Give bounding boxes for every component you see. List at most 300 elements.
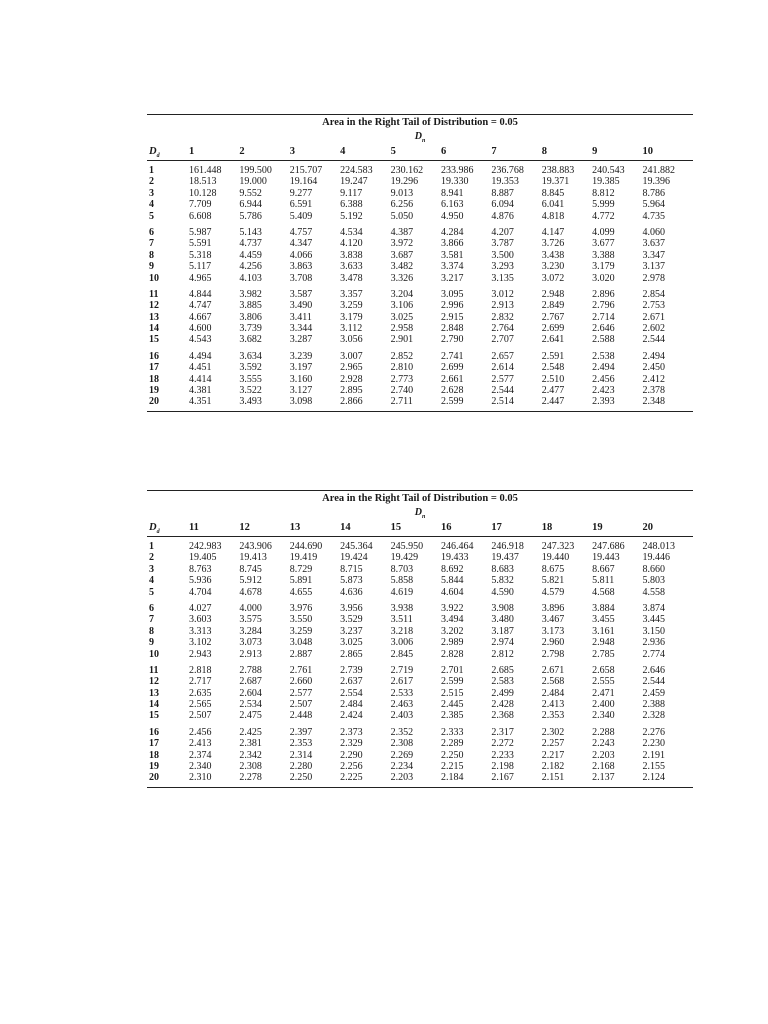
table-cell: 3.445 (642, 614, 666, 626)
table-cell: 5.987 (189, 226, 212, 238)
table-cell: 2.310 (189, 772, 212, 784)
table-cell: 4.737 (239, 238, 262, 250)
table-cell: 2.852 (390, 350, 414, 362)
table-cell: 2.849 (541, 300, 565, 312)
column-header: 14 (340, 522, 351, 533)
table-cell: 3.480 (491, 614, 514, 626)
table-cell: 4.207 (491, 226, 514, 238)
table-cell: 3.313 (189, 625, 212, 637)
row-df: 20 (149, 396, 159, 408)
table-cell: 2.628 (440, 385, 464, 397)
table-cell: 3.522 (239, 385, 262, 397)
table-cell: 2.887 (289, 648, 313, 660)
table-cell: 19.164 (289, 176, 318, 188)
table-cell: 2.544 (642, 676, 666, 688)
table-cell: 19.437 (491, 552, 519, 564)
row-df: 9 (149, 261, 154, 273)
table-cell: 3.682 (239, 334, 262, 346)
table-cell: 3.197 (289, 362, 313, 374)
row-df: 16 (149, 726, 159, 738)
table-cell: 3.874 (642, 602, 666, 614)
table-cell: 3.863 (289, 261, 313, 273)
table-cell: 2.499 (491, 687, 514, 699)
table-cell: 2.151 (541, 772, 565, 784)
row-df: 19 (149, 385, 159, 397)
table-cell: 2.568 (541, 676, 565, 688)
table-row (147, 273, 693, 284)
header-row (147, 144, 693, 160)
table-cell: 3.187 (491, 625, 514, 637)
table-row (147, 227, 693, 238)
row-df: 8 (149, 249, 154, 261)
table-cell: 2.484 (340, 699, 363, 711)
table-cell: 3.956 (340, 602, 363, 614)
table-cell: 4.568 (592, 586, 615, 598)
column-header: 10 (642, 146, 654, 157)
table-row (147, 199, 693, 210)
table-cell: 2.544 (491, 385, 514, 397)
row-df: 2 (149, 552, 154, 564)
table-cell: 4.735 (642, 210, 666, 222)
top-rule (147, 490, 693, 491)
table-cell: 199.500 (239, 165, 272, 176)
row-df: 13 (149, 687, 159, 699)
table-cell: 2.308 (390, 738, 414, 750)
table-cell: 2.965 (340, 362, 363, 374)
table-cell: 3.500 (491, 249, 514, 261)
table-cell: 5.318 (189, 249, 212, 261)
table-cell: 2.230 (642, 738, 666, 750)
table-cell: 2.591 (541, 350, 565, 362)
table-cell: 8.660 (642, 563, 666, 575)
table-cell: 19.405 (189, 552, 217, 564)
table-row (147, 396, 693, 407)
table-cell: 4.558 (642, 586, 666, 598)
table-cell: 2.617 (390, 676, 414, 688)
table-row (147, 699, 693, 710)
table-cell: 3.012 (491, 288, 514, 300)
table-cell: 19.385 (592, 176, 620, 188)
table-cell: 19.446 (642, 552, 671, 564)
table-cell: 2.423 (592, 385, 615, 397)
table-cell: 2.397 (289, 726, 313, 738)
table-cell: 3.411 (289, 311, 312, 323)
table-cell: 3.677 (592, 238, 615, 250)
table-cell: 2.385 (440, 710, 464, 722)
table-row (147, 564, 693, 575)
table-cell: 3.982 (239, 288, 262, 300)
table-cell: 2.459 (642, 687, 666, 699)
table-cell: 2.960 (541, 637, 565, 649)
table-cell: 3.637 (642, 238, 666, 250)
table-cell: 3.020 (592, 272, 615, 284)
row-df: 17 (149, 738, 159, 750)
table-cell: 3.603 (189, 614, 212, 626)
table-cell: 161.448 (189, 165, 222, 176)
table-cell: 3.259 (289, 625, 313, 637)
table-cell: 241.882 (642, 165, 676, 176)
table-cell: 3.098 (289, 396, 313, 408)
table-cell: 2.936 (642, 637, 666, 649)
table-cell: 10.128 (189, 187, 217, 199)
top-rule (147, 114, 693, 115)
table-cell: 2.588 (592, 334, 615, 346)
table-cell: 19.440 (541, 552, 570, 564)
column-header: 1 (189, 146, 195, 157)
table-cell: 4.543 (189, 334, 212, 346)
table-cell: 3.787 (491, 238, 514, 250)
table-cell: 3.529 (340, 614, 363, 626)
row-df: 19 (149, 761, 159, 773)
table-cell: 4.844 (189, 288, 212, 300)
table-cell: 19.330 (440, 176, 469, 188)
f-table-2 (147, 490, 693, 788)
table-cell: 4.704 (189, 586, 212, 598)
table-cell: 2.314 (289, 749, 313, 761)
table-cell: 2.477 (541, 385, 565, 397)
table-row (147, 676, 693, 687)
table-cell: 3.025 (390, 311, 414, 323)
table-cell: 4.534 (340, 226, 363, 238)
table-cell: 2.250 (289, 772, 313, 784)
table-cell: 2.256 (340, 761, 363, 773)
table-cell: 3.073 (239, 637, 262, 649)
table-cell: 2.711 (390, 396, 413, 408)
table-cell: 2.514 (491, 396, 514, 408)
table-cell: 2.340 (189, 761, 212, 773)
table-cell: 2.671 (541, 664, 565, 676)
table-cell: 4.347 (289, 238, 313, 250)
table-row (147, 688, 693, 699)
table-cell: 2.317 (491, 726, 514, 738)
table-cell: 5.936 (189, 575, 212, 587)
table-cell: 2.978 (642, 272, 666, 284)
table-cell: 2.818 (189, 664, 212, 676)
table-cell: 3.838 (340, 249, 363, 261)
table-cell: 2.845 (390, 648, 414, 660)
table-cell: 2.217 (541, 749, 565, 761)
table-cell: 2.989 (440, 637, 464, 649)
table-cell: 4.772 (592, 210, 615, 222)
table-cell: 5.803 (642, 575, 666, 587)
table-cell: 3.239 (289, 350, 313, 362)
table-cell: 3.326 (390, 272, 414, 284)
table-cell: 4.876 (491, 210, 514, 222)
table-cell: 5.821 (541, 575, 565, 587)
column-header: 2 (239, 146, 245, 157)
table-cell: 2.278 (239, 772, 262, 784)
table-cell: 3.467 (541, 614, 565, 626)
table-cell: 4.747 (189, 300, 212, 312)
table-cell: 3.102 (189, 637, 212, 649)
table-cell: 2.168 (592, 761, 615, 773)
table-cell: 2.761 (289, 664, 313, 676)
table-cell: 3.388 (592, 249, 615, 261)
row-label-header: $D_d$ (149, 146, 160, 160)
row-df: 15 (149, 710, 159, 722)
table-cell: 4.387 (390, 226, 414, 238)
table-cell: 2.555 (592, 676, 615, 688)
table-cell: 5.891 (289, 575, 313, 587)
table-cell: 6.163 (440, 199, 464, 211)
table-cell: 2.215 (440, 761, 464, 773)
table-cell: 2.773 (390, 373, 414, 385)
table-cell: 2.635 (189, 687, 212, 699)
table-cell: 3.284 (239, 625, 262, 637)
table-cell: 19.396 (642, 176, 671, 188)
table-cell: 2.381 (239, 738, 262, 750)
table-cell: 240.543 (592, 165, 625, 176)
table-cell: 2.533 (390, 687, 414, 699)
table-cell: 4.284 (440, 226, 464, 238)
table-cell: 5.832 (491, 575, 514, 587)
table-cell: 4.414 (189, 373, 212, 385)
table-cell: 2.637 (340, 676, 363, 688)
table-cell: 3.347 (642, 249, 666, 261)
table-row (147, 552, 693, 563)
row-df: 7 (149, 614, 154, 626)
table-cell: 2.203 (592, 749, 615, 761)
row-df: 2 (149, 176, 154, 188)
table-cell: 6.388 (340, 199, 363, 211)
row-df: 9 (149, 637, 154, 649)
table-cell: 2.671 (642, 311, 666, 323)
table-cell: 8.729 (289, 563, 313, 575)
table-cell: 2.614 (491, 362, 514, 374)
table-cell: 2.658 (592, 664, 615, 676)
table-cell: 5.591 (189, 238, 212, 250)
row-df: 15 (149, 334, 159, 346)
table-cell: 2.203 (390, 772, 414, 784)
table-cell: 2.191 (642, 749, 666, 761)
table-cell: 8.845 (541, 187, 565, 199)
table-cell: 2.788 (239, 664, 262, 676)
table-row (147, 575, 693, 586)
table-cell: 3.494 (440, 614, 464, 626)
row-df: 12 (149, 676, 159, 688)
table-cell: 2.915 (440, 311, 464, 323)
column-header: 3 (289, 146, 296, 157)
table-cell: 2.796 (592, 300, 615, 312)
table-cell: 248.013 (642, 541, 676, 552)
table-cell: 247.686 (592, 541, 625, 552)
row-df: 12 (149, 300, 159, 312)
table-cell: 3.511 (390, 614, 413, 626)
table-cell: 2.155 (642, 761, 666, 773)
column-header: 12 (239, 522, 250, 533)
column-header: 13 (289, 522, 301, 533)
table-cell: 8.715 (340, 563, 363, 575)
table-cell: 2.866 (340, 396, 363, 408)
column-header: 15 (390, 522, 402, 533)
table-cell: 2.333 (440, 726, 464, 738)
table-cell: 224.583 (340, 165, 373, 176)
table-row (147, 626, 693, 637)
table-cell: 3.438 (541, 249, 565, 261)
table-cell: 2.353 (289, 738, 313, 750)
table-cell: 2.913 (491, 300, 514, 312)
table-cell: 5.811 (592, 575, 615, 587)
row-df: 13 (149, 311, 159, 323)
row-df: 6 (149, 602, 154, 614)
table-cell: 4.103 (239, 272, 262, 284)
table-cell: 3.587 (289, 288, 313, 300)
table-cell: 2.943 (189, 648, 212, 660)
table-cell: 2.412 (642, 373, 666, 385)
table-cell: 8.786 (642, 187, 666, 199)
table-cell: 246.464 (440, 541, 474, 552)
table-cell: 2.646 (642, 664, 666, 676)
column-header: 18 (541, 522, 553, 533)
table-cell: 2.928 (340, 373, 363, 385)
table-cell: 3.482 (390, 261, 414, 273)
table-cell: 3.922 (440, 602, 464, 614)
f-table-1 (147, 114, 693, 412)
table-cell: 2.739 (340, 664, 363, 676)
table-cell: 2.685 (491, 664, 514, 676)
table-cell: 242.983 (189, 541, 222, 552)
table-cell: 2.463 (390, 699, 414, 711)
table-cell: 3.581 (440, 249, 464, 261)
table-cell: 5.999 (592, 199, 615, 211)
table-cell: 4.667 (189, 311, 212, 323)
table-cell: 3.490 (289, 300, 313, 312)
table-cell: 2.510 (541, 373, 565, 385)
table-row (147, 250, 693, 261)
table-cell: 2.548 (541, 362, 565, 374)
table-row (147, 176, 693, 187)
table-cell: 4.451 (189, 362, 212, 374)
table-cell: 5.964 (642, 199, 666, 211)
table-cell: 3.135 (491, 272, 514, 284)
table-cell: 2.948 (541, 288, 565, 300)
table-cell: 3.885 (239, 300, 262, 312)
table-cell: 2.393 (592, 396, 615, 408)
table-cell: 2.812 (491, 648, 514, 660)
table-cell: 2.534 (239, 699, 262, 711)
table-cell: 4.459 (239, 249, 262, 261)
table-cell: 3.204 (390, 288, 414, 300)
table-cell: 5.912 (239, 575, 262, 587)
table-cell: 236.768 (491, 165, 524, 176)
table-cell: 3.287 (289, 334, 313, 346)
table-cell: 2.646 (592, 323, 615, 335)
table-cell: 3.806 (239, 311, 262, 323)
table-cell: 2.774 (642, 648, 666, 660)
table-row (147, 188, 693, 199)
column-header: 6 (440, 146, 447, 157)
column-header: 8 (541, 146, 547, 157)
table-cell: 2.865 (340, 648, 363, 660)
table-cell: 3.938 (390, 602, 414, 614)
table-cell: 9.013 (390, 187, 414, 199)
table-cell: 3.179 (592, 261, 615, 273)
table-cell: 5.858 (390, 575, 414, 587)
column-header: 16 (440, 522, 452, 533)
table-row (147, 603, 693, 614)
table-cell: 2.243 (592, 738, 615, 750)
table-row (147, 710, 693, 721)
table-cell: 3.137 (642, 261, 666, 273)
row-df: 4 (149, 575, 154, 587)
table-cell: 4.256 (239, 261, 262, 273)
table-row (147, 649, 693, 660)
row-df: 5 (149, 210, 154, 222)
table-cell: 2.289 (440, 738, 464, 750)
column-header: 7 (491, 146, 497, 157)
table-cell: 2.974 (491, 637, 514, 649)
table-cell: 4.027 (189, 602, 212, 614)
table-cell: 4.579 (541, 586, 565, 598)
table-cell: 2.269 (390, 749, 414, 761)
table-cell: 2.329 (340, 738, 363, 750)
table-cell: 4.147 (541, 226, 565, 238)
table-row (147, 238, 693, 249)
table-cell: 2.810 (390, 362, 414, 374)
table-cell: 2.538 (592, 350, 615, 362)
row-df: 18 (149, 373, 159, 385)
table-cell: 3.218 (390, 625, 414, 637)
row-df: 16 (149, 350, 159, 362)
column-group-label: $D_n$ (414, 507, 426, 520)
table-cell: 3.592 (239, 362, 262, 374)
table-cell: 2.699 (440, 362, 464, 374)
table-cell: 3.025 (340, 637, 363, 649)
row-df: 14 (149, 323, 159, 335)
table-cell: 2.740 (390, 385, 414, 397)
table-cell: 2.901 (390, 334, 414, 346)
table-cell: 2.182 (541, 761, 565, 773)
table-row (147, 587, 693, 598)
table-cell: 2.352 (390, 726, 414, 738)
table-cell: 4.655 (289, 586, 313, 598)
table-cell: 230.162 (390, 165, 424, 176)
table-cell: 19.000 (239, 176, 267, 188)
table-cell: 2.456 (189, 726, 212, 738)
table-cell: 4.950 (440, 210, 464, 222)
table-cell: 19.443 (592, 552, 620, 564)
table-cell: 2.577 (491, 373, 514, 385)
row-df: 7 (149, 238, 154, 250)
table-cell: 2.348 (642, 396, 666, 408)
table-cell: 2.424 (340, 710, 363, 722)
table-cell: 2.425 (239, 726, 262, 738)
table-cell: 2.450 (642, 362, 666, 374)
table-cell: 2.368 (491, 710, 514, 722)
table-cell: 8.675 (541, 563, 565, 575)
table-row (147, 637, 693, 648)
table-row (147, 351, 693, 362)
table-cell: 4.965 (189, 272, 212, 284)
table-cell: 2.250 (440, 749, 464, 761)
table-cell: 2.741 (440, 350, 464, 362)
table-cell: 2.604 (239, 687, 262, 699)
table-cell: 3.095 (440, 288, 464, 300)
table-row (147, 761, 693, 772)
column-header: 5 (390, 146, 396, 157)
row-df: 11 (149, 288, 159, 300)
table-cell: 2.913 (239, 648, 262, 660)
table-cell: 2.288 (592, 726, 615, 738)
table-row (147, 541, 693, 552)
row-df: 5 (149, 586, 154, 598)
table-cell: 3.708 (289, 272, 313, 284)
table-cell: 3.048 (289, 637, 313, 649)
table-cell: 3.106 (390, 300, 414, 312)
table-cell: 8.667 (592, 563, 615, 575)
column-header: 9 (592, 146, 598, 157)
table-cell: 2.475 (239, 710, 262, 722)
